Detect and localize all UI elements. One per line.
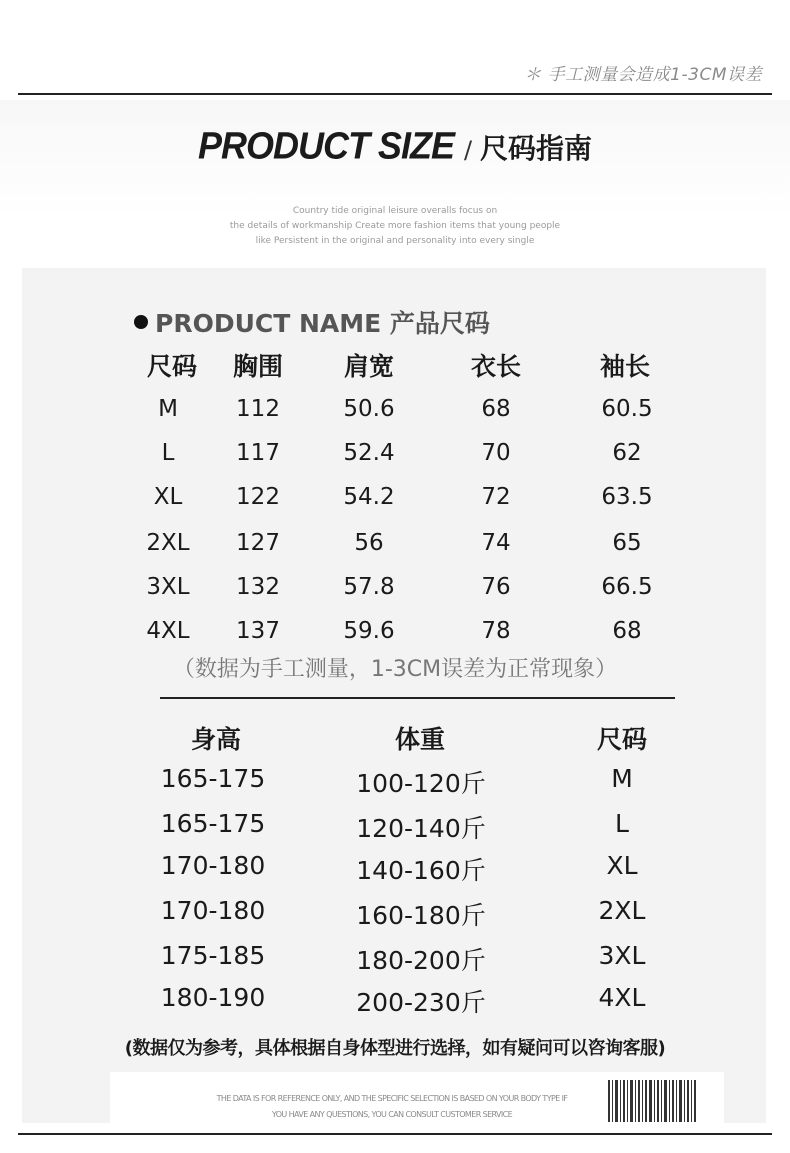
table-cell: XL xyxy=(606,851,638,880)
table-cell: 2XL xyxy=(598,896,646,925)
table-cell: 127 xyxy=(236,530,280,556)
table-cell: 100-120斤 xyxy=(356,769,486,798)
table-cell: 68 xyxy=(612,618,642,644)
fine-print-line: YOU HAVE ANY QUESTIONS, YOU CAN CONSULT CUSTOMER SERVICE xyxy=(271,1110,513,1119)
table-cell: 68 xyxy=(481,396,511,422)
fine-print-line: THE DATA IS FOR REFERENCE ONLY, AND THE SPECIFIC SELECTION IS BASED ON YOUR BODY TYPE IF xyxy=(216,1094,568,1103)
measurement-note: （数据为手工测量，1-3CM误差为正常现象） xyxy=(172,657,618,682)
table-cell: 66.5 xyxy=(601,574,653,600)
title-separator: / xyxy=(463,136,473,164)
table-cell: 165-175 xyxy=(160,764,266,793)
table-cell: 59.6 xyxy=(343,618,395,644)
table-cell: 54.2 xyxy=(343,484,395,510)
table-cell: 140-160斤 xyxy=(356,856,486,885)
tagline-line: the details of workmanship Create more fashion items that young people xyxy=(229,221,561,231)
title-english: PRODUCT SIZE xyxy=(197,123,454,167)
table-cell: 60.5 xyxy=(601,396,653,422)
table-cell: 65 xyxy=(612,530,642,556)
column-header-weight: 体重 xyxy=(394,725,446,754)
bullet-icon xyxy=(134,315,148,329)
table-cell: 170-180 xyxy=(160,851,266,880)
section-title xyxy=(134,304,490,340)
middle-divider xyxy=(160,697,675,699)
table-cell: L xyxy=(615,809,629,838)
table-cell: 70 xyxy=(481,440,511,466)
table-cell: 112 xyxy=(236,396,280,422)
bottom-divider xyxy=(18,1133,772,1135)
table-cell: 165-175 xyxy=(160,809,266,838)
barcode-icon xyxy=(608,1080,696,1122)
table-cell: 175-185 xyxy=(160,941,266,970)
table-cell: 62 xyxy=(612,440,642,466)
page-title xyxy=(0,125,790,167)
table-cell: 122 xyxy=(236,484,280,510)
measurement-error-note: ＊ 手工测量会造成1-3CM误差 xyxy=(524,65,762,85)
column-header-length: 衣长 xyxy=(470,352,522,381)
column-header-shoulder: 肩宽 xyxy=(343,352,395,381)
table-cell: 160-180斤 xyxy=(356,901,486,930)
table-cell: 72 xyxy=(481,484,511,510)
table-cell: 3XL xyxy=(146,574,190,600)
table-cell: 170-180 xyxy=(160,896,266,925)
tagline-line: like Persistent in the original and personality into every single xyxy=(255,236,535,246)
table-cell: 52.4 xyxy=(343,440,395,466)
title-chinese: 尺码指南 xyxy=(480,132,593,165)
table-cell: 63.5 xyxy=(601,484,653,510)
tagline-line: Country tide original leisure overalls focus on xyxy=(292,206,498,216)
table-cell: 78 xyxy=(481,618,511,644)
table-cell: 50.6 xyxy=(343,396,395,422)
section-title-text: PRODUCT NAME 产品尺码 xyxy=(155,309,490,338)
table-cell: M xyxy=(158,396,178,422)
table-cell: 74 xyxy=(481,530,511,556)
footer-fine-print xyxy=(217,1091,568,1123)
column-header-size: 尺码 xyxy=(146,352,198,381)
table-cell: 200-230斤 xyxy=(356,988,486,1017)
table-cell: 137 xyxy=(236,618,280,644)
column-header-sleeve: 袖长 xyxy=(599,352,651,381)
table-cell: 117 xyxy=(236,440,280,466)
table-cell: 76 xyxy=(481,574,511,600)
table-cell: 120-140斤 xyxy=(356,814,486,843)
table-cell: 180-200斤 xyxy=(356,946,486,975)
table-cell: 132 xyxy=(236,574,280,600)
table-cell: XL xyxy=(153,484,183,510)
tagline xyxy=(0,204,790,249)
column-header-chest: 胸围 xyxy=(232,352,284,381)
table-cell: 3XL xyxy=(598,941,646,970)
table-cell: M xyxy=(611,764,633,793)
column-header-height: 身高 xyxy=(190,725,242,754)
table-cell: 56 xyxy=(354,530,384,556)
column-header-size: 尺码 xyxy=(596,725,648,754)
table-cell: 180-190 xyxy=(160,983,266,1012)
reference-note: (数据仅为参考，具体根据自身体型进行选择，如有疑问可以咨询客服) xyxy=(124,1038,666,1059)
table-cell: L xyxy=(161,440,175,466)
table-cell: 4XL xyxy=(146,618,190,644)
top-divider xyxy=(18,93,772,95)
table-cell: 57.8 xyxy=(343,574,395,600)
table-cell: 2XL xyxy=(146,530,190,556)
table-cell: 4XL xyxy=(598,983,646,1012)
